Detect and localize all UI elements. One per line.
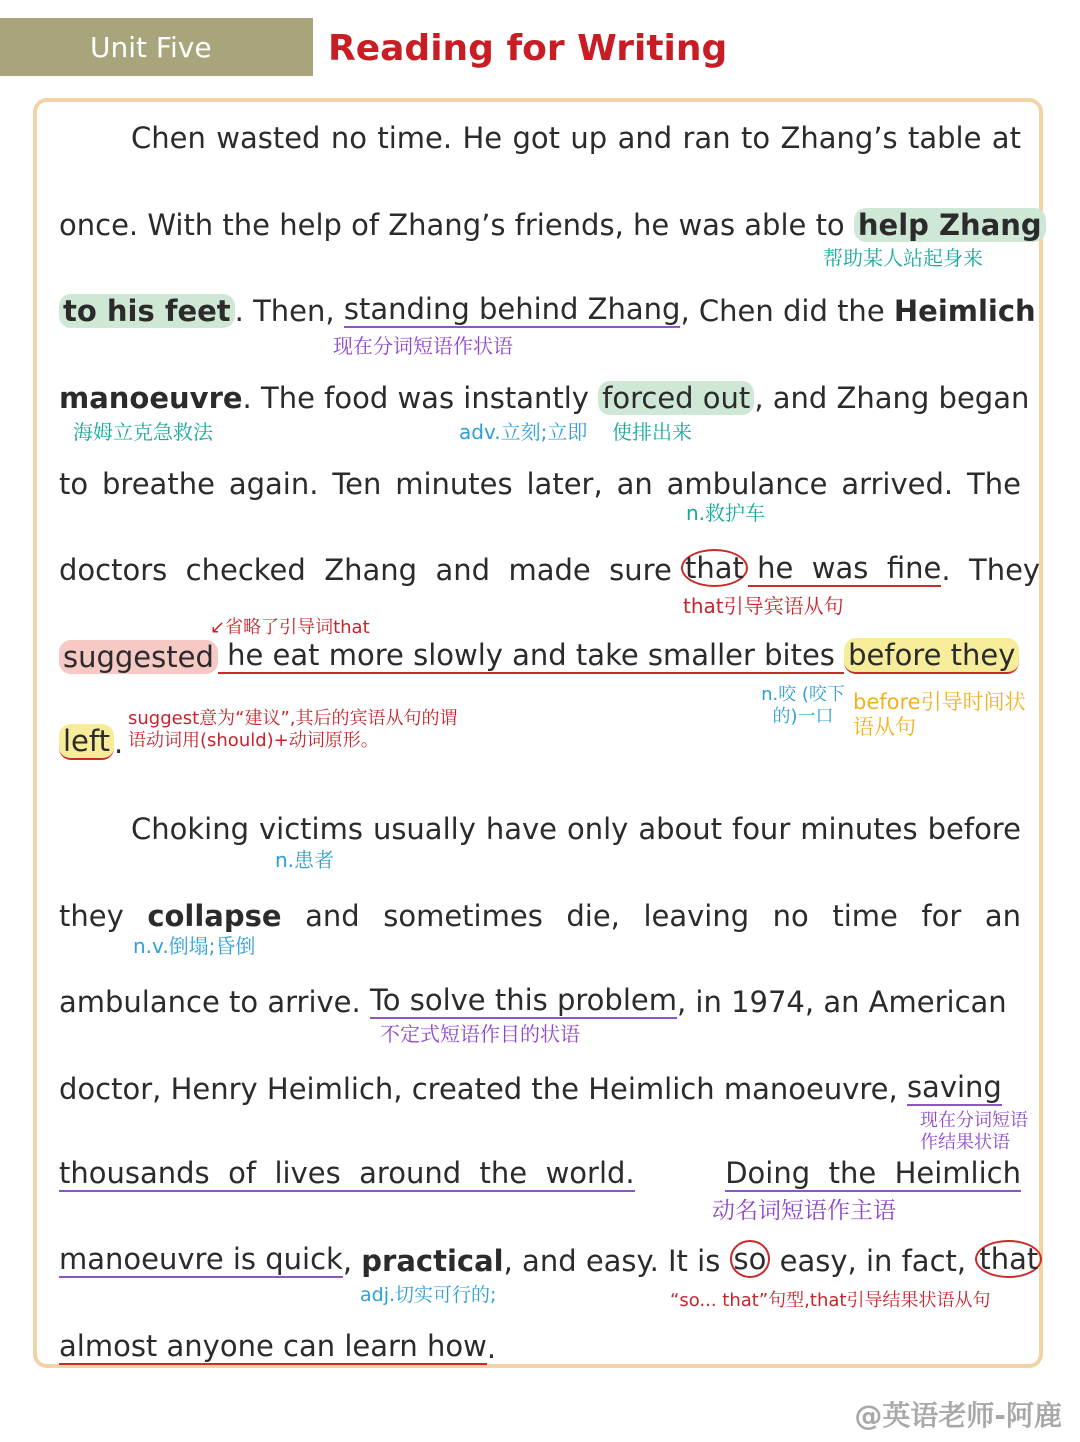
note-heimlich-method: 海姆立克急救法: [73, 420, 213, 444]
watermark: @英语老师-阿鹿: [854, 1399, 1062, 1432]
unit-tab: [0, 18, 313, 76]
phrase-thousands-of-lives: thousands of lives around the world.: [59, 1156, 635, 1190]
clause-almost-anyone: almost anyone can learn how: [59, 1329, 487, 1363]
p2-l1-word: minutes: [800, 812, 918, 846]
note-bite: n.咬 (咬下的)一口: [761, 684, 845, 727]
p2-l2-word: an: [984, 899, 1021, 933]
note-help-to-feet: 帮助某人站起身来: [823, 246, 983, 270]
phrase-standing-behind: standing behind Zhang: [343, 292, 681, 326]
note-omitted-that-text: 省略了引导词that: [225, 617, 370, 638]
p2-l2-word: sometimes: [383, 899, 543, 933]
text: .: [113, 726, 124, 760]
p1-l5-word: again.: [228, 467, 319, 501]
p1-line-1: [131, 115, 1021, 155]
note-adv-instantly: adv.立刻;立即: [459, 420, 588, 444]
p2-line-4: [59, 1066, 1002, 1106]
p1-line-7: [59, 634, 1019, 674]
p1-l5-word: minutes: [395, 467, 513, 501]
note-that-object-clause: that引导宾语从句: [683, 594, 844, 618]
p1-l1-word: got: [512, 121, 561, 155]
p1-l1-word: He: [462, 121, 503, 155]
circled-that-result: that: [975, 1240, 1042, 1278]
note-present-participle-result: 现在分词短语作结果状语: [920, 1110, 1028, 1153]
note-present-participle-adverbial: 现在分词短语作状语: [333, 334, 513, 358]
p1-line-2: [59, 202, 1046, 242]
circled-that: that: [681, 549, 748, 587]
text: . Then,: [234, 294, 344, 328]
p1-l1-word: and: [617, 121, 673, 155]
text: .: [486, 1331, 497, 1365]
word-heimlich: Heimlich: [893, 294, 1036, 328]
note-forced-out: 使排出来: [612, 420, 692, 444]
word-practical: practical: [361, 1244, 504, 1278]
p1-l1-word: at: [991, 121, 1021, 155]
p2-line-7: [59, 1325, 496, 1365]
text: , in 1974, an American: [676, 985, 1007, 1019]
p1-line-5: [59, 461, 1021, 501]
text: ambulance to arrive.: [59, 985, 370, 1019]
p1-l5-word: arrived.: [841, 467, 954, 501]
p2-l2-word: for: [921, 899, 962, 933]
clause-he-was-fine: he was fine: [747, 551, 942, 585]
note-collapse: n.v.倒塌;昏倒: [133, 934, 256, 958]
p1-l1-word: ran: [682, 121, 731, 155]
p2-l1-word: four: [731, 812, 791, 846]
word-collapse: collapse: [147, 899, 282, 933]
arrow-icon: ↙: [210, 617, 226, 638]
clause-he-eat: he eat more slowly and take smaller bites: [217, 638, 845, 672]
phrase-forced-out: forced out: [598, 381, 754, 415]
p2-l1-word: usually: [372, 812, 476, 846]
note-infinitive-purpose: 不定式短语作目的状语: [380, 1022, 580, 1046]
circled-so: so: [730, 1240, 771, 1278]
note-ambulance: n.救护车: [686, 501, 766, 525]
lesson-title: Reading for Writing: [328, 27, 728, 69]
p2-line-5: [59, 1152, 1021, 1192]
p2-l2-word: leaving: [643, 899, 750, 933]
note-practical: adj.切实可行的;: [360, 1284, 497, 1306]
text: doctor, Henry Heimlich, created the Heimlich manoeuvre,: [59, 1072, 907, 1106]
p2-l1-word: about: [638, 812, 722, 846]
p2-l1-word: Choking: [131, 812, 250, 846]
p2-l1-word: victims: [259, 812, 363, 846]
p2-l1-word: have: [485, 812, 557, 846]
word-saving: saving: [906, 1070, 1002, 1104]
p2-l2-word: time: [832, 899, 898, 933]
text: easy, in fact,: [770, 1244, 976, 1278]
p1-l5-word: The: [967, 467, 1021, 501]
p1-l5-word: to: [59, 467, 89, 501]
text: once. With the help of Zhang’s friends, he was able to: [59, 208, 854, 242]
p1-l5-word: Ten: [332, 467, 382, 501]
note-omitted-that: [210, 617, 370, 639]
p1-line-6: [59, 547, 1040, 587]
p2-l2-word: die,: [566, 899, 620, 933]
phrase-to-solve: To solve this problem: [369, 983, 677, 1017]
p1-l5-word: later,: [526, 467, 603, 501]
text: . The food was instantly: [242, 381, 599, 415]
p1-l1-word: up: [570, 121, 608, 155]
phrase-manoeuvre-is-quick: manoeuvre is quick: [59, 1242, 343, 1276]
note-so-that: “so... that”句型,that引导结果状语从句: [670, 1290, 991, 1311]
p2-l2-word: no: [772, 899, 809, 933]
word-suggested: suggested: [59, 640, 218, 674]
p2-l1-word: before: [927, 812, 1021, 846]
p1-l1-word: time.: [377, 121, 453, 155]
p1-l5-word: an: [616, 467, 653, 501]
p1-l1-word: table: [907, 121, 982, 155]
note-suggest-rule: suggest意为“建议”,其后的宾语从句的谓语动词用(should)+动词原形。: [128, 708, 458, 751]
p2-l1-word: only: [566, 812, 629, 846]
text: , and Zhang began: [754, 381, 1030, 415]
p1-line-3: [59, 288, 1036, 328]
p2-line-1: [131, 806, 1021, 846]
note-before-clause: before引导时间状语从句: [853, 690, 1026, 740]
text: , Chen did the: [680, 294, 894, 328]
phrase-to-his-feet: to his feet: [59, 294, 235, 328]
text: . They: [941, 553, 1041, 587]
text: doctors checked Zhang and made sure: [59, 553, 682, 587]
p1-line-4: [59, 375, 1030, 415]
p1-line-8: [59, 720, 123, 760]
text: they: [59, 899, 124, 933]
text: , and easy. It is: [503, 1244, 730, 1278]
word-left: left: [59, 724, 114, 760]
p1-l1-word: no: [330, 121, 367, 155]
note-patient: n.患者: [275, 848, 335, 872]
note-gerund-subject: 动名词短语作主语: [712, 1198, 896, 1224]
p1-l5-word: ambulance: [666, 467, 828, 501]
p1-l1-word: to: [740, 121, 771, 155]
p2-l2-word: and: [305, 899, 360, 933]
unit-label: Unit Five: [90, 30, 212, 64]
p1-l1-word: Zhang’s: [780, 121, 898, 155]
p2-line-6: [59, 1238, 1042, 1278]
p2-line-2: [59, 893, 1021, 933]
p1-l1-word: Chen: [131, 121, 206, 155]
p2-line-3: [59, 979, 1007, 1019]
phrase-before-they: before they: [844, 638, 1019, 674]
p1-l1-word: wasted: [216, 121, 321, 155]
text: ,: [342, 1244, 362, 1278]
phrase-doing-the-heimlich: Doing the Heimlich: [725, 1156, 1021, 1190]
phrase-help-zhang: help Zhang: [854, 208, 1046, 242]
p1-l5-word: breathe: [102, 467, 215, 501]
word-manoeuvre: manoeuvre: [59, 381, 243, 415]
